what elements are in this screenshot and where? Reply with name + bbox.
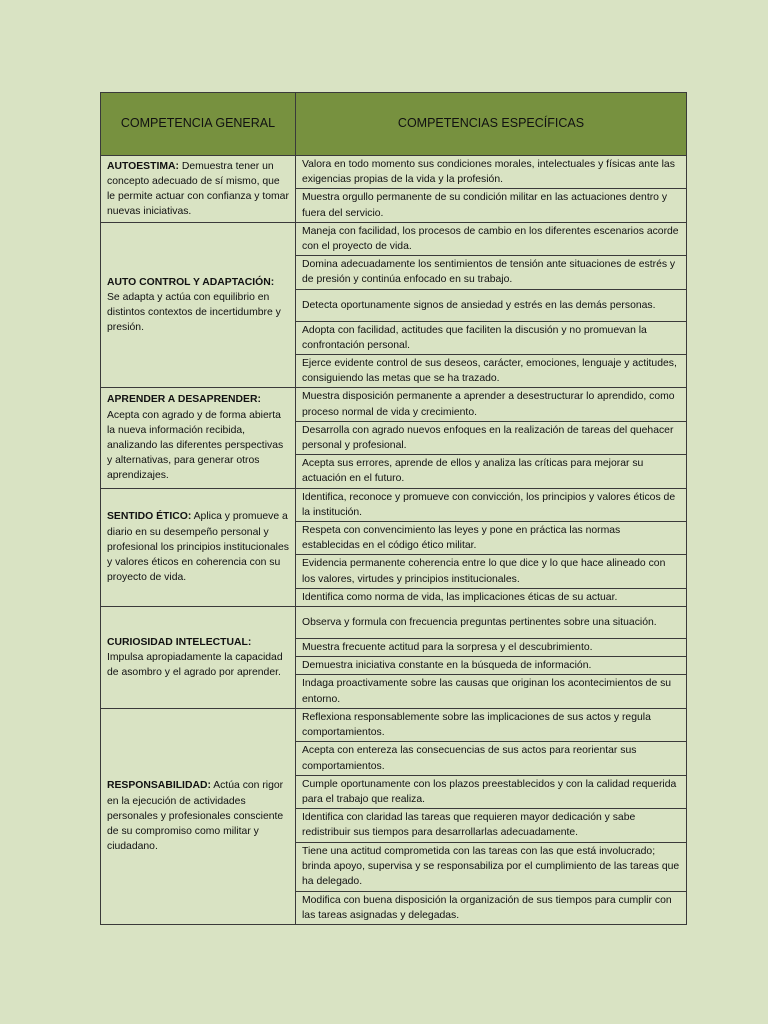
header-specific: COMPETENCIAS ESPECÍFICAS (296, 93, 687, 156)
specific-competency-cell: Muestra orgullo permanente de su condición militar en las actuaciones dentro y fuera del servicio. (296, 189, 687, 222)
general-competency-cell (101, 607, 296, 709)
general-competency-title: APRENDER A DESAPRENDER: (107, 394, 261, 406)
table-row (101, 607, 687, 639)
general-competency-title: AUTO CONTROL Y ADAPTACIÓN: (107, 276, 275, 288)
specific-competency-cell: Ejerce evidente control de sus deseos, carácter, emociones, lenguaje y actitudes, consiguiendo las metas que se ha trazado. (296, 355, 687, 388)
general-competency-description: Se adapta y actúa con equilibrio en distintos contextos de incertidumbre y presión. (107, 291, 281, 334)
general-competency-cell (101, 222, 296, 388)
specific-competency-cell: Desarrolla con agrado nuevos enfoques en la realización de tareas del quehacer personal y profesional. (296, 421, 687, 454)
specific-competency-cell: Respeta con convencimiento las leyes y pone en práctica las normas establecidas en el código ético militar. (296, 522, 687, 555)
specific-competency-cell: Detecta oportunamente signos de ansiedad y estrés en las demás personas. (296, 289, 687, 321)
specific-competency-cell: Tiene una actitud comprometida con las tareas con las que está involucrado; brinda apoyo, supervisa y se responsabiliza por el cumplimiento de las tareas que ha delegado. (296, 842, 687, 891)
general-competency-title: AUTOESTIMA: (107, 160, 179, 172)
specific-competency-cell: Cumple oportunamente con los plazos preestablecidos y con la calidad requerida para el trabajo que realiza. (296, 775, 687, 808)
specific-competency-cell: Maneja con facilidad, los procesos de cambio en los diferentes escenarios acorde con el proyecto de vida. (296, 222, 687, 255)
general-competency-cell (101, 388, 296, 488)
competencies-table (100, 92, 687, 925)
specific-competency-cell: Demuestra iniciativa constante en la búsqueda de información. (296, 657, 687, 675)
specific-competency-cell: Evidencia permanente coherencia entre lo que dice y lo que hace alineado con los valores, virtudes y principios institucionales. (296, 555, 687, 588)
general-competency-description: Demuestra tener un concepto adecuado de sí mismo, que le permite actuar con confianza y tomar nuevas iniciativas. (107, 160, 289, 218)
table-row (101, 156, 687, 189)
general-competency-description: Aplica y promueve a diario en su desempeño personal y profesional los principios institucionales y valores éticos en coherencia con su proyecto de vida. (107, 511, 289, 584)
specific-competency-cell: Indaga proactivamente sobre las causas que originan los acontecimientos de su entorno. (296, 675, 687, 708)
general-competency-description: Actúa con rigor en la ejecución de actividades personales y profesionales consciente de su compromiso como militar y ciudadano. (107, 780, 284, 853)
specific-competency-cell: Identifica como norma de vida, las implicaciones éticas de su actuar. (296, 588, 687, 606)
specific-competency-cell: Muestra frecuente actitud para la sorpresa y el descubrimiento. (296, 639, 687, 657)
table-body (101, 156, 687, 925)
general-competency-cell (101, 488, 296, 606)
table-row (101, 388, 687, 421)
specific-competency-cell: Adopta con facilidad, actitudes que faciliten la discusión y no promuevan la confrontación personal. (296, 321, 687, 354)
specific-competency-cell: Muestra disposición permanente a aprender a desestructurar lo aprendido, como proceso normal de vida y crecimiento. (296, 388, 687, 421)
specific-competency-cell: Acepta sus errores, aprende de ellos y analiza las críticas para mejorar su actuación en el futuro. (296, 455, 687, 488)
header-general: COMPETENCIA GENERAL (101, 93, 296, 156)
specific-competency-cell: Identifica, reconoce y promueve con convicción, los principios y valores éticos de la institución. (296, 488, 687, 521)
table-row (101, 708, 687, 741)
specific-competency-cell: Valora en todo momento sus condiciones morales, intelectuales y físicas ante las exigencias propias de la vida y la profesión. (296, 156, 687, 189)
general-competency-description: Impulsa apropiadamente la capacidad de asombro y el agrado por aprender. (107, 651, 283, 679)
table-row (101, 488, 687, 521)
specific-competency-cell: Domina adecuadamente los sentimientos de tensión ante situaciones de estrés y de presión y continúa enfocado en su trabajo. (296, 256, 687, 289)
specific-competency-cell: Identifica con claridad las tareas que requieren mayor dedicación y sabe redistribuir sus tiempos para desarrollarlas adecuadamente. (296, 809, 687, 842)
table-row (101, 222, 687, 255)
specific-competency-cell: Acepta con entereza las consecuencias de sus actos para reorientar sus comportamientos. (296, 742, 687, 775)
general-competency-cell (101, 708, 296, 924)
specific-competency-cell: Reflexiona responsablemente sobre las implicaciones de sus actos y regula comportamientos. (296, 708, 687, 741)
general-competency-title: CURIOSIDAD INTELECTUAL: (107, 636, 252, 648)
general-competency-title: RESPONSABILIDAD: (107, 780, 211, 792)
table-header-row (101, 93, 687, 156)
specific-competency-cell: Modifica con buena disposición la organización de sus tiempos para cumplir con las tareas asignadas y delegadas. (296, 891, 687, 924)
general-competency-description: Acepta con agrado y de forma abierta la nueva información recibida, analizando las diferentes perspectivas y alternativas, para generar otros aprendizajes. (107, 409, 284, 482)
general-competency-title: SENTIDO ÉTICO: (107, 511, 192, 523)
specific-competency-cell: Observa y formula con frecuencia preguntas pertinentes sobre una situación. (296, 607, 687, 639)
general-competency-cell (101, 156, 296, 223)
